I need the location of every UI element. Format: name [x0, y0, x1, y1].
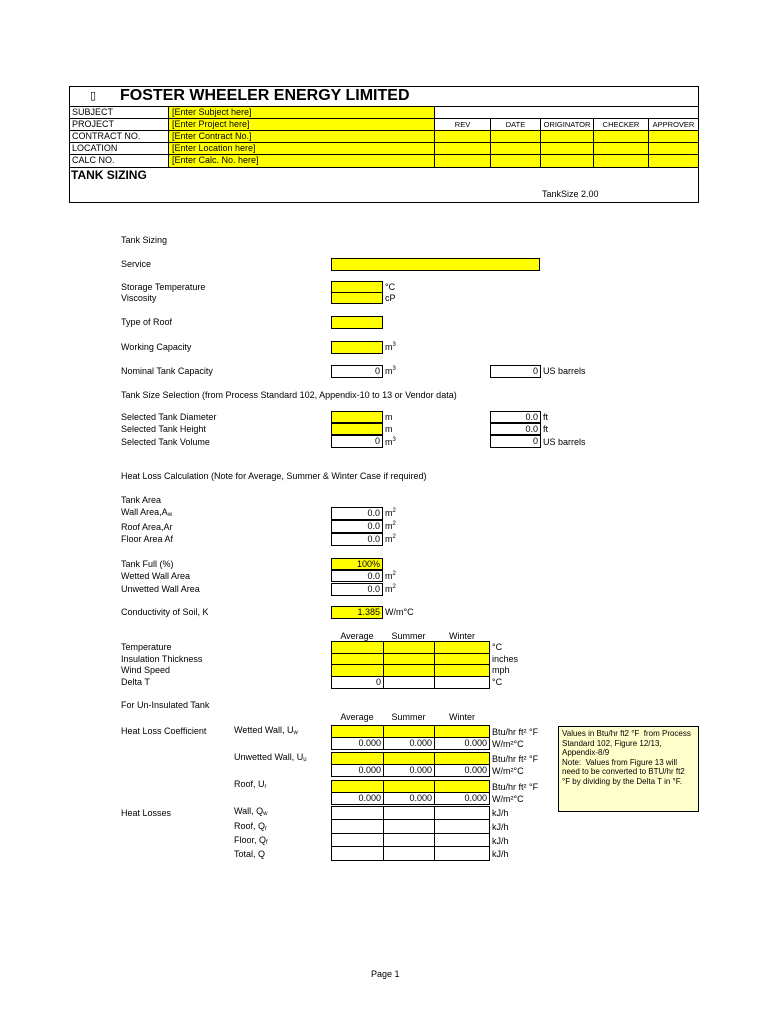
volume-m3-unit: $m^3$	[385, 437, 396, 447]
q-wall-label: Wall, Qw	[234, 806, 268, 817]
volume-m3: 0	[331, 435, 383, 448]
diameter-label: Selected Tank Diameter	[121, 412, 217, 422]
tank-area-heading: Tank Area	[121, 495, 162, 505]
wind-label: Wind Speed	[121, 665, 171, 675]
originator-header: ORIGINATOR	[543, 120, 591, 129]
floor-area-value: 0.0	[331, 533, 383, 546]
soil-k-input[interactable]: 1.385	[331, 606, 383, 619]
date-header: DATE	[505, 120, 526, 129]
wetted-area-unit: $m^2$	[385, 571, 396, 581]
qf-average	[331, 833, 384, 847]
qf-summer	[383, 833, 435, 847]
service-input[interactable]	[331, 258, 540, 271]
viscosity-unit: cP	[385, 293, 396, 303]
uu-si-unit: W/m²°C	[492, 766, 524, 776]
col-average: Average	[340, 631, 374, 641]
wetted-area-label: Wetted Wall Area	[121, 571, 191, 581]
storage-temp-label: Storage Temperature	[121, 282, 206, 292]
insulation-label: Insulation Thickness	[121, 654, 203, 664]
nominal-m3-unit: $m^3$	[385, 366, 396, 376]
uw-summer-si: 0.000	[383, 737, 435, 750]
page-number: Page 1	[371, 969, 400, 979]
q-roof-label: Roof, Qr	[234, 821, 268, 832]
roof-u-label: Roof, Ur	[234, 779, 267, 790]
delta-t-summer	[383, 676, 435, 689]
project-label: PROJECT	[72, 119, 115, 129]
storage-temp-unit: °C	[385, 282, 396, 292]
volume-bbl-unit: US barrels	[543, 437, 586, 447]
contract-field[interactable]: [Enter Contract No.]	[169, 131, 434, 142]
selection-heading: Tank Size Selection (from Process Standard 102, Appendix-10 to 13 or Vendor data)	[121, 390, 457, 400]
calc-no-label: CALC NO.	[72, 155, 115, 165]
roof-area-value: 0.0	[331, 520, 383, 533]
uu-btu-unit: Btu/hr ft² °F	[492, 754, 539, 764]
originator-cells[interactable]	[541, 131, 593, 167]
unwetted-area-unit: $m^2$	[385, 584, 396, 594]
working-capacity-label: Working Capacity	[121, 342, 192, 352]
insulation-unit: inches	[492, 654, 519, 664]
q-floor-label: Floor, Qf	[234, 835, 268, 846]
location-label: LOCATION	[72, 143, 118, 153]
wind-unit: mph	[492, 665, 510, 675]
qr-summer	[383, 819, 435, 834]
soil-k-label: Conductivity of Soil, K	[121, 607, 209, 617]
qt-unit: kJ/h	[492, 849, 509, 859]
u-col-summer: Summer	[391, 712, 426, 722]
col-winter: Winter	[448, 631, 475, 641]
qf-winter	[434, 833, 490, 847]
project-field[interactable]: [Enter Project here]	[169, 119, 434, 130]
unwetted-area-value: 0.0	[331, 583, 383, 596]
tank-full-input[interactable]: 100%	[331, 558, 383, 570]
qr-average	[331, 819, 384, 834]
nominal-bbl-unit: US barrels	[543, 366, 586, 376]
wetted-wall-label: Wetted Wall, Uw	[234, 725, 298, 736]
rev-header: REV	[454, 120, 471, 129]
nominal-capacity-m3: 0	[331, 365, 383, 378]
subject-label: SUBJECT	[72, 107, 114, 117]
uw-btu-unit: Btu/hr ft² °F	[492, 727, 539, 737]
delta-t-unit: °C	[492, 677, 503, 687]
ur-si-unit: W/m²°C	[492, 794, 524, 804]
heat-losses-label: Heat Losses	[121, 808, 172, 818]
ur-summer-si: 0.000	[383, 792, 435, 805]
qf-unit: kJ/h	[492, 836, 509, 846]
wall-area-value: 0.0	[331, 507, 383, 520]
delta-t-winter	[434, 676, 490, 689]
u-col-winter: Winter	[448, 712, 475, 722]
height-input[interactable]	[331, 423, 383, 435]
service-label: Service	[121, 259, 152, 269]
temperature-label: Temperature	[121, 642, 172, 652]
height-ft: 0.0	[490, 423, 541, 435]
contract-label: CONTRACT NO.	[72, 131, 141, 141]
working-capacity-unit: $m^3$	[385, 342, 396, 352]
soil-k-unit: W/m°C	[385, 607, 414, 617]
ur-winter-si: 0.000	[434, 792, 490, 805]
company-logo-icon: ▯	[90, 90, 97, 102]
qt-winter	[434, 846, 490, 861]
diameter-ft: 0.0	[490, 411, 541, 423]
q-total-label: Total, Q	[234, 849, 266, 859]
uw-si-unit: W/m²°C	[492, 739, 524, 749]
working-capacity-input[interactable]	[331, 341, 383, 354]
approver-header: APPROVER	[652, 120, 695, 129]
uw-average-si: 0.000	[331, 737, 384, 750]
col-summer: Summer	[391, 631, 426, 641]
checker-header: CHECKER	[602, 120, 640, 129]
wall-area-unit: $m^2$	[385, 508, 396, 518]
location-field[interactable]: [Enter Location here]	[169, 143, 434, 154]
uw-winter-si: 0.000	[434, 737, 490, 750]
uu-average-si: 0.000	[331, 764, 384, 777]
uu-winter-si: 0.000	[434, 764, 490, 777]
date-cells[interactable]	[491, 131, 540, 167]
hlc-label: Heat Loss Coefficient	[121, 726, 207, 736]
heatloss-heading: Heat Loss Calculation (Note for Average, Summer & Winter Case if required)	[121, 471, 427, 481]
height-ft-unit: ft	[543, 424, 549, 434]
unwetted-wall-label: Unwetted Wall, Uu	[234, 752, 307, 763]
qw-winter	[434, 806, 490, 820]
u-col-average: Average	[340, 712, 374, 722]
roof-type-label: Type of Roof	[121, 317, 173, 327]
approver-cells[interactable]	[649, 131, 698, 167]
delta-t-average: 0	[331, 676, 384, 689]
qt-summer	[383, 846, 435, 861]
uninsulated-heading: For Un-Insulated Tank	[121, 700, 210, 710]
temp-unit: °C	[492, 642, 503, 652]
diameter-unit: m	[385, 412, 393, 422]
ur-average-si: 0.000	[331, 792, 384, 805]
unwetted-area-label: Unwetted Wall Area	[121, 584, 200, 594]
volume-label: Selected Tank Volume	[121, 437, 210, 447]
wall-area-label: Wall Area,Aw	[121, 507, 173, 518]
floor-area-unit: $m^2$	[385, 534, 396, 544]
version-label: TankSize 2.00	[542, 189, 599, 199]
tank-sizing-heading: Tank Sizing	[121, 235, 168, 245]
tank-full-label: Tank Full (%)	[121, 559, 174, 569]
qw-average	[331, 806, 384, 820]
viscosity-label: Viscosity	[121, 293, 157, 303]
calc-no-field[interactable]: [Enter Calc. No. here]	[169, 155, 434, 167]
company-name: FOSTER WHEELER ENERGY LIMITED	[120, 87, 410, 104]
wetted-area-value: 0.0	[331, 570, 383, 582]
ur-btu-unit: Btu/hr ft² °F	[492, 782, 539, 792]
qw-unit: kJ/h	[492, 808, 509, 818]
qr-winter	[434, 819, 490, 834]
volume-bbl: 0	[490, 435, 541, 448]
note-box: Values in Btu/hr ft2 °F from Process Standard 102, Figure 12/13, Appendix-8/9 Note: Values from Figure 13 will need to be converted to BTU/hr ft2 °F by dividing by the Delta T in °F.	[558, 726, 699, 812]
floor-area-label: Floor Area Af	[121, 534, 174, 544]
roof-area-unit: $m^2$	[385, 521, 396, 531]
qt-average	[331, 846, 384, 861]
checker-cells[interactable]	[594, 131, 648, 167]
viscosity-input[interactable]	[331, 292, 383, 304]
nominal-capacity-label: Nominal Tank Capacity	[121, 366, 213, 376]
delta-t-label: Delta T	[121, 677, 150, 687]
height-unit: m	[385, 424, 393, 434]
qr-unit: kJ/h	[492, 822, 509, 832]
page-title: TANK SIZING	[71, 168, 147, 182]
roof-type-input[interactable]	[331, 316, 383, 329]
subject-field[interactable]: [Enter Subject here]	[169, 107, 434, 118]
height-label: Selected Tank Height	[121, 424, 206, 434]
roof-area-label: Roof Area,Ar	[121, 522, 173, 532]
nominal-capacity-bbl: 0	[490, 365, 541, 378]
uu-summer-si: 0.000	[383, 764, 435, 777]
qw-summer	[383, 806, 435, 820]
diameter-input[interactable]	[331, 411, 383, 423]
rev-cells[interactable]	[435, 131, 490, 167]
diameter-ft-unit: ft	[543, 412, 549, 422]
